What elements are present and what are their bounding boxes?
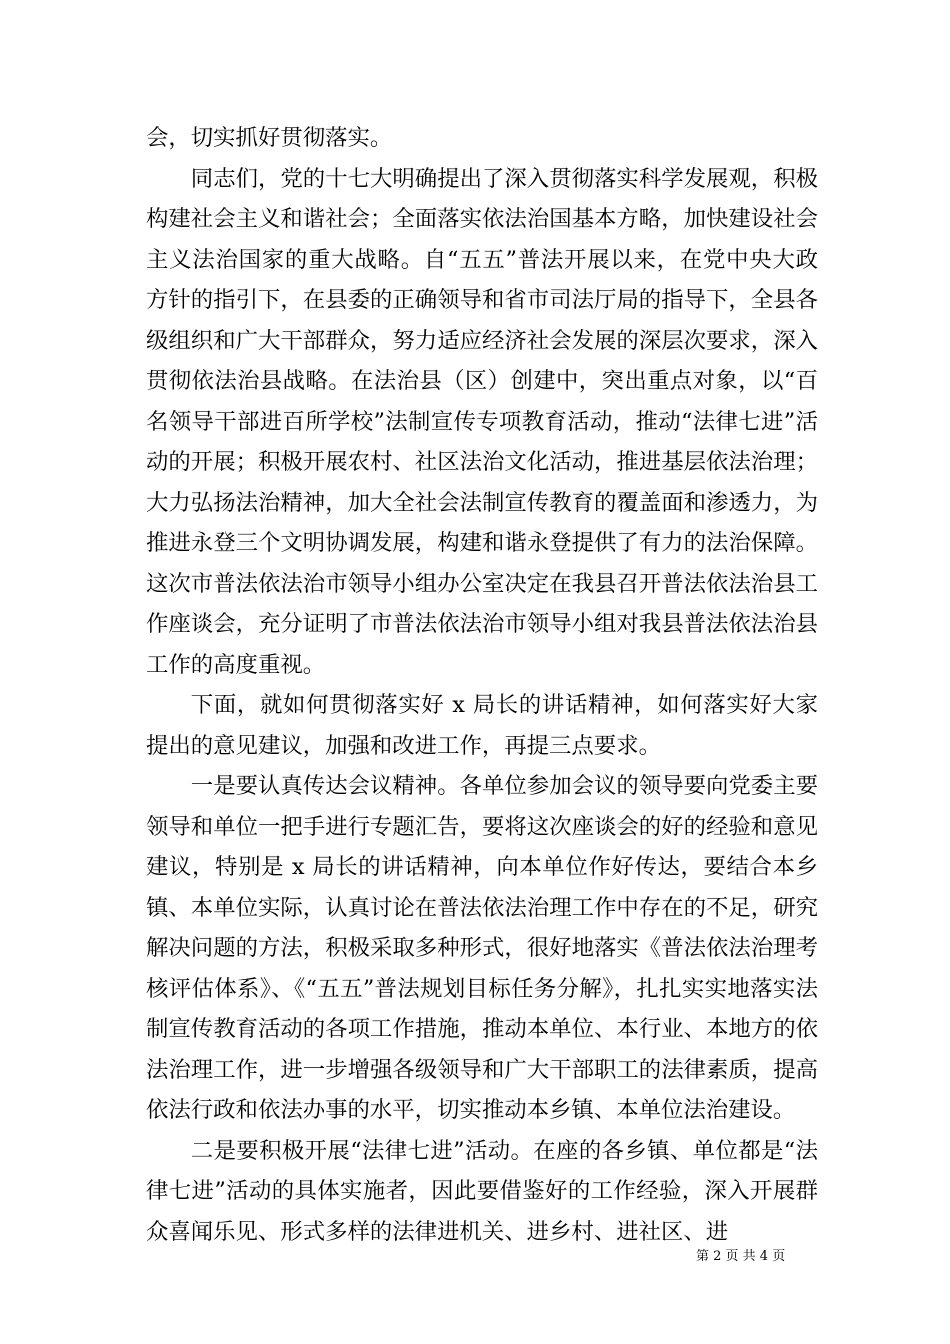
- paragraph-introduction: 同志们，党的十七大明确提出了深入贯彻落实科学发展观，积极构建社会主义和谐社会；全面落实依法治国基本方略，加快建设社会主义法治国家的重大战略。自“五五”普法开展以来，在党中央大政方针的指引下，在县委的正确领导和省市司法厅局的指导下，全县各级组织和广大干部群众，努力适应经济社会发展的深层次要求，深入贯彻依法治县战略。在法治县（区）创建中，突出重点对象，以“百名领导干部进百所学校”法制宣传专项教育活动，推动“法律七进”活动的开展；积极开展农村、社区法治文化活动，推进基层依法治理；大力弘扬法治精神，加大全社会法制宣传教育的覆盖面和渗透力，为推进永登三个文明协调发展，构建和谐永登提供了有力的法治保障。这次市普法依法治市领导小组办公室决定在我县召开普法依法治县工作座谈会，充分证明了市普法依法治市领导小组对我县普法依法治县工作的高度重视。: [146, 165, 818, 678]
- paragraph-continuation: 会，切实抓好贯彻落实。: [146, 125, 393, 151]
- page-number-footer: 第 2 页 共 4 页: [696, 1249, 786, 1264]
- paragraph-requirements-intro: 下面，就如何贯彻落实好 x 局长的讲话精神，如何落实好大家提出的意见建议，加强和改进工作，再提三点要求。: [146, 692, 818, 759]
- paragraph-requirement-one: 一是要认真传达会议精神。各单位参加会议的领导要向党委主要领导和单位一把手进行专题汇告，要将这次座谈会的好的经验和意见建议，特别是 x 局长的讲话精神，向本单位作好传达，要结合本乡镇、本单位实际，认真讨论在普法依法治理工作中存在的不足，研究解决问题的方法，积极采取多种形式，很好地落实《普法依法治理考核评估体系》、《“五五”普法规划目标任务分解》，扎扎实实地落实法制宣传教育活动的各项工作措施，推动本单位、本行业、本地方的依法治理工作，进一步增强各级领导和广大干部职工的法律素质，提高依法行政和依法办事的水平，切实推动本乡镇、本单位法治建设。: [146, 773, 818, 1123]
- paragraph-requirement-two: 二是要积极开展“法律七进”活动。在座的各乡镇、单位都是“法律七进”活动的具体实施者，因此要借鉴好的工作经验，深入开展群众喜闻乐见、形式多样的法律进机关、进乡村、进社区、进: [146, 1137, 818, 1245]
- document-body: [146, 118, 818, 1252]
